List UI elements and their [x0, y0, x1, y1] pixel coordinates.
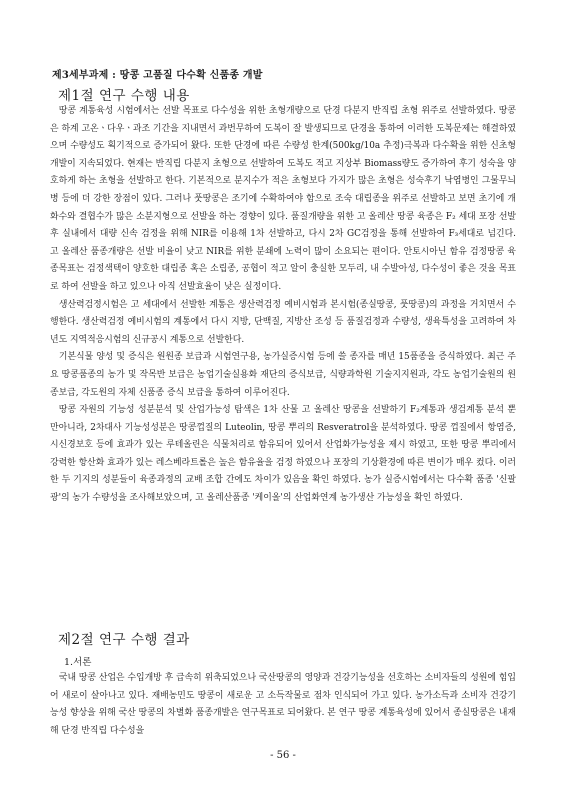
paragraph: 국내 땅콩 산업은 수입개방 후 급속히 위축되었으나 국산땅콩의 영양과 건강기능성을 선호하는 소비자들의 성원에 힘입어 새로이 살아나고 있다. 재배농민도 땅콩이 새로운 고 소득작물로 점차 인식되어 가고 있다. 농가소득과 소비자 건강기능성 향상을 위해 국산 땅콩의 차별화 품종개발은 연구목표로 되어왔다. 본 연구 땅콩 계통육성에 있어서 종실땅콩은 내재해 단경 반직립 다수성을: [50, 673, 516, 736]
intro-subheading: 1.서론: [64, 657, 92, 668]
subproject-title: 제3세부과제 : 땅콩 고품질 다수확 신품종 개발: [52, 70, 263, 81]
paragraph: 땅콩 계통육성 시험에서는 선발 목표로 다수성을 위한 초형개량으로 단경 다분지 반직립 초형 위주로 선발하였다. 땅콩은 하계 고온ㆍ다우ㆍ과조 기간을 지내면서 과번무하여 도복이 잘 발생되므로 단경을 통하여 이러한 도복문제는 해결하였으며 수량성도 획기적으로 증가되어 왔다. 또한 단경에 따른 수량성 한계(500kg/10a 추정)극복과 다수확을 위한 신초형 개발이 지속되었다. 현재는 반직립 다분지 초형으로 선발하여 도복도 적고 지상부 Biomass량도 증가하여 후기 성숙을 양호하게 하는 초형을 선발하고 한다. 기본적으로 분지수가 적은 초형보다 가지가 많은 초형은 성숙후기 낙엽병인 그물무늬병 등에 더 강한 장점이 있다. 그러나 풋땅콩은 조기에 수확하여야 함으로 조숙 대립종을 위주로 선발하고 보면 초기에 개화수와 결협수가 많은 소분지형으로 선발을 하는 경향이 있다. 품질개량을 위한 고 올레산 땅콩 육종은 F₂ 세대 포장 선발 후 실내에서 대량 신속 검정을 위해 NIR를 이용해 1차 선발하고, 다시 2차 GC검정을 통해 선발하여 F₃세대로 넘긴다. 고 올레산 품종개량은 선발 비율이 낮고 NIR를 위한 분쇄에 노력이 많이 소요되는 편이다. 안토시아닌 함유 검정땅콩 육종목표는 검정색택이 양호한 대립종 혹은 소립종, 공협이 적고 알이 충실한 모두리, 내 수발아성, 다수성이 좋은 것을 목표로 하여 선발을 하고 있으나 아직 선발효율이 낮은 실정이다.: [50, 106, 516, 292]
section-2-heading: 제2절 연구 수행 결과: [58, 632, 190, 648]
section-2-body: [50, 670, 516, 740]
page-number: - 56 -: [270, 750, 296, 761]
paragraph: 기본식물 양성 및 증식은 원원종 보급과 시험연구용, 농가실증시험 등에 쓸 종자를 매년 15품종을 증식하였다. 최근 주요 땅콩품종의 농가 및 작목반 보급은 농업기술실용화 재단의 증식보급, 식량과학원 기술지지원과, 각도 농업기술원의 원종보급, 각도원의 자체 신품종 증식 보급을 통하여 이루어진다.: [50, 352, 516, 398]
paragraph: 땅콩 자원의 기능성 성분분석 및 산업가능성 탐색은 1차 산물 고 올레산 땅콩을 선발하기 F₂계통과 생검계통 분석 뿐 만아니라, 2차대사 기능성성분은 땅콩껍질의 Luteolin, 땅콩 뿌리의 Resveratrol을 분석하였다. 땅콩 껍질에서 항염증, 시신경보호 등에 효과가 있는 루테올린은 식물처리로 함유되어 있어서 산업화가능성을 제시 하였고, 또한 땅콩 뿌리에서 강력한 항산화 효과가 있는 레스베라트롤은 높은 함유율을 검정 하였으나 포장의 기상환경에 따른 변이가 매우 컸다. 이러한 두 기지의 성분들이 육종과정의 교배 조합 간에도 차이가 있음을 확인 하였다. 농가 실증시험에서는 다수확 품종 '신팔광'의 농가 수량성을 조사해보았으며, 고 올레산품종 '케이올'의 산업화연계 농가생산 가능성을 확인 하였다.: [50, 405, 516, 504]
paragraph: 생산력검정시험은 고 세대에서 선발한 계통은 생산력검정 예비시험과 본시험(종실땅콩, 풋땅콩)의 과정을 거치면서 수행한다. 생산력검정 예비시험의 계통에서 다시 지방, 단백질, 지방산 조성 등 품질검정과 수량성, 생육특성을 고려하여 차년도 지역적응시험의 신규공시 계통으로 선발한다.: [50, 299, 516, 345]
section-1-body: [50, 103, 516, 508]
section-1-heading: 제1절 연구 수행 내용: [58, 88, 190, 104]
